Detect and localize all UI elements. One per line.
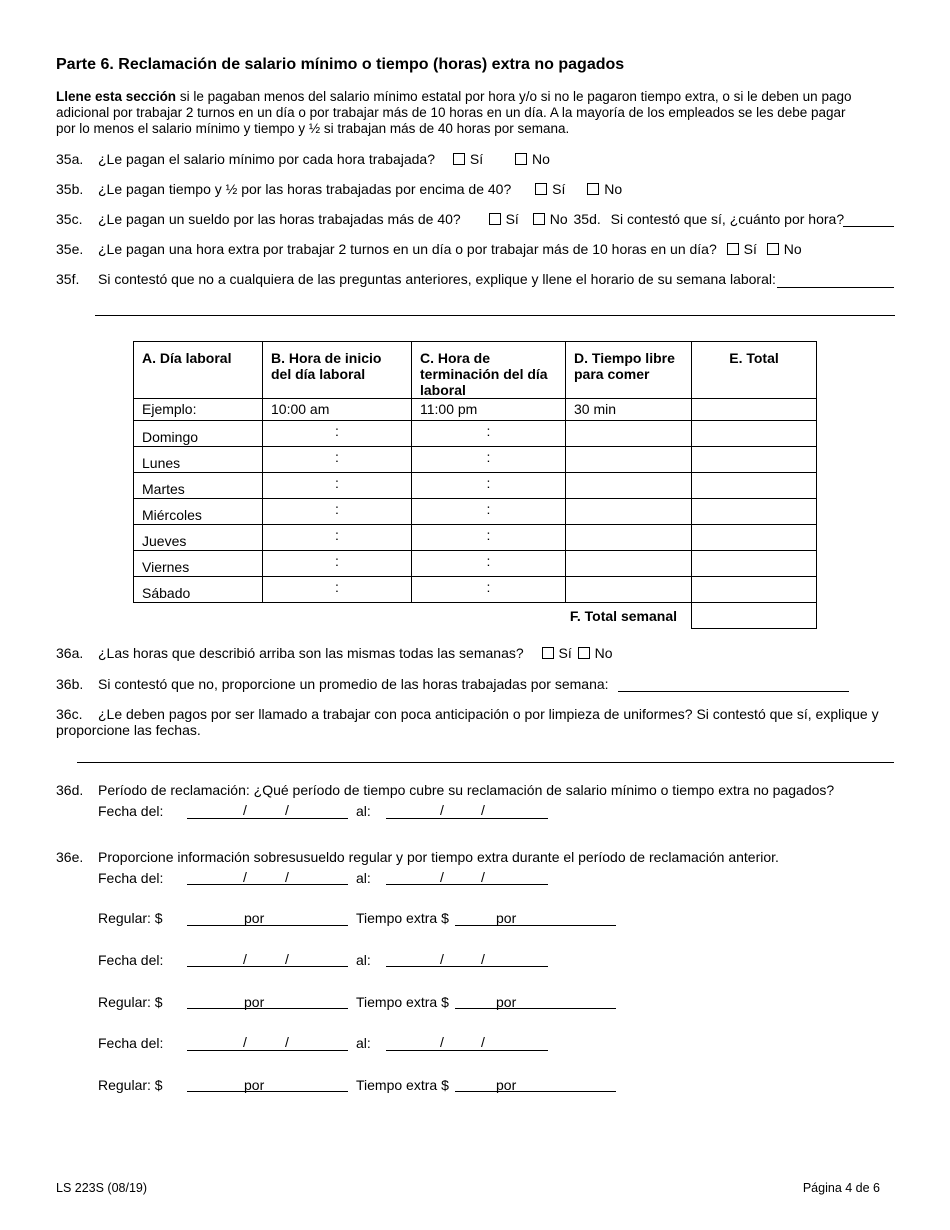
- regular-label: Regular: $: [98, 910, 163, 926]
- end-time-cell[interactable]: :: [412, 577, 566, 603]
- question-36c: [56, 706, 896, 738]
- break-cell[interactable]: [566, 473, 692, 499]
- period-3-overtime-field[interactable]: [455, 1091, 616, 1092]
- no-label: No: [783, 241, 802, 257]
- yes-label: Sí: [505, 211, 519, 227]
- period-3-to-label: al:: [356, 1035, 371, 1051]
- period-2-from-field[interactable]: [187, 966, 348, 967]
- period-1-regular-field[interactable]: [187, 925, 348, 926]
- period-1-overtime-field[interactable]: [455, 925, 616, 926]
- date-slash: /: [440, 869, 444, 885]
- question-text: Período de reclamación: ¿Qué período de tiempo cubre su reclamación de salario mínimo o tiempo extra no pagados?: [98, 782, 835, 798]
- form-id: LS 223S (08/19): [56, 1181, 148, 1195]
- start-time-cell[interactable]: :: [263, 551, 412, 577]
- no-label: No: [549, 211, 568, 227]
- example-label: Ejemplo:: [134, 399, 263, 421]
- section-title: Parte 6. Reclamación de salario mínimo o tiempo (horas) extra no pagados: [56, 56, 625, 73]
- yes-label: Sí: [552, 181, 566, 197]
- day-label: Miércoles: [134, 499, 263, 525]
- intro-bold: Llene esta sección: [56, 89, 177, 104]
- question-35b: [56, 181, 622, 197]
- period-1-from-label: Fecha del:: [98, 870, 164, 886]
- yes-checkbox[interactable]: [489, 213, 501, 225]
- no-checkbox[interactable]: [515, 153, 527, 165]
- no-checkbox[interactable]: [587, 183, 599, 195]
- header-meal-break: D. Tiempo libre para comer: [566, 342, 692, 399]
- explain-field[interactable]: [777, 287, 894, 288]
- intro-text: si le pagaban menos del salario mínimo estatal por hora y/o si no le pagaron tiempo extra, o si le deben un pago adicional por trabajar 2 turnos en un día o por trabajar más de 10 horas en un día. A la mayoría de los empleados se les debe pagar por lo menos el salario mínimo y tiempo y ½ si trabajan más de 40 horas por semana.: [56, 89, 852, 136]
- question-35d-text: Si contestó que sí, ¿cuánto por hora?: [610, 211, 845, 227]
- total-cell[interactable]: [692, 525, 817, 551]
- date-slash: /: [285, 802, 289, 818]
- period-1-from-field[interactable]: [187, 884, 348, 885]
- header-total: E. Total: [692, 342, 817, 399]
- question-text: ¿Le deben pagos por ser llamado a trabajar con poca anticipación o por limpieza de uniformes? Si contestó que sí, explique y proporcione las fechas.: [56, 706, 879, 738]
- total-cell[interactable]: [692, 551, 817, 577]
- start-time-cell[interactable]: :: [263, 499, 412, 525]
- start-time-cell[interactable]: :: [263, 577, 412, 603]
- question-number: 35a.: [56, 151, 84, 167]
- example-end: 11:00 pm: [412, 399, 566, 421]
- question-number: 35f.: [56, 271, 80, 287]
- claim-from-label: Fecha del:: [98, 803, 164, 819]
- explain-dates-field[interactable]: [77, 762, 894, 763]
- start-time-cell[interactable]: :: [263, 447, 412, 473]
- end-time-cell[interactable]: :: [412, 421, 566, 447]
- explain-field-line-2[interactable]: [95, 315, 895, 316]
- break-cell[interactable]: [566, 525, 692, 551]
- period-1-to-label: al:: [356, 870, 371, 886]
- date-slash: /: [243, 951, 247, 967]
- question-text: ¿Las horas que describió arriba son las mismas todas las semanas?: [98, 645, 524, 661]
- question-number: 35e.: [56, 241, 84, 257]
- question-number: 36d.: [56, 782, 84, 798]
- period-3-to-field[interactable]: [386, 1050, 548, 1051]
- period-3-from-field[interactable]: [187, 1050, 348, 1051]
- date-slash: /: [481, 951, 485, 967]
- weekly-total-label: F. Total semanal: [569, 607, 677, 624]
- question-36b: [56, 676, 609, 692]
- example-break: 30 min: [566, 399, 692, 421]
- day-label: Martes: [134, 473, 263, 499]
- no-checkbox[interactable]: [578, 647, 590, 659]
- per-label: por: [244, 1077, 265, 1093]
- break-cell[interactable]: [566, 499, 692, 525]
- table-row: [134, 551, 817, 577]
- break-cell[interactable]: [566, 421, 692, 447]
- question-text: Si contestó que no, proporcione un promedio de las horas trabajadas por semana:: [98, 676, 609, 692]
- question-number: 35b.: [56, 181, 84, 197]
- date-slash: /: [285, 869, 289, 885]
- question-text: ¿Le pagan tiempo y ½ por las horas trabajadas por encima de 40?: [98, 181, 512, 197]
- example-total: [692, 399, 817, 421]
- date-slash: /: [481, 869, 485, 885]
- table-row: [134, 447, 817, 473]
- question-text: Proporcione información sobresusueldo regular y por tiempo extra durante el período de reclamación anterior.: [98, 849, 779, 865]
- yes-checkbox[interactable]: [727, 243, 739, 255]
- end-time-cell[interactable]: :: [412, 525, 566, 551]
- table-row: [134, 525, 817, 551]
- period-2-overtime-field[interactable]: [455, 1008, 616, 1009]
- start-time-cell[interactable]: :: [263, 421, 412, 447]
- table-row: [134, 421, 817, 447]
- average-hours-field[interactable]: [618, 691, 849, 692]
- break-cell[interactable]: [566, 577, 692, 603]
- question-text: ¿Le pagan un sueldo por las horas trabajadas más de 40?: [98, 211, 461, 227]
- question-36d: [56, 782, 834, 798]
- date-slash: /: [440, 802, 444, 818]
- no-checkbox[interactable]: [533, 213, 545, 225]
- section-intro: [56, 89, 856, 137]
- date-slash: /: [285, 951, 289, 967]
- yes-label: Sí: [743, 241, 757, 257]
- period-2-to-label: al:: [356, 952, 371, 968]
- question-text: ¿Le pagan una hora extra por trabajar 2 turnos en un día o por trabajar más de 10 horas en un día?: [98, 241, 717, 257]
- total-cell[interactable]: [692, 499, 817, 525]
- yes-label: Sí: [469, 151, 484, 167]
- question-35e: [56, 241, 802, 257]
- weekly-total-row: [134, 603, 817, 629]
- example-row: [134, 399, 817, 421]
- period-1-to-field[interactable]: [386, 884, 548, 885]
- header-end-time: C. Hora de terminación del día laboral: [412, 342, 566, 399]
- table-row: [134, 499, 817, 525]
- end-time-cell[interactable]: :: [412, 447, 566, 473]
- regular-label: Regular: $: [98, 994, 163, 1010]
- per-label: por: [496, 1077, 517, 1093]
- end-time-cell[interactable]: :: [412, 499, 566, 525]
- question-35f: [56, 271, 776, 287]
- total-cell[interactable]: [692, 473, 817, 499]
- per-label: por: [244, 910, 265, 926]
- question-35c: [56, 211, 844, 227]
- period-2-to-field[interactable]: [386, 966, 548, 967]
- claim-to-date-field[interactable]: [386, 818, 548, 819]
- page-number: Página 4 de 6: [802, 1181, 880, 1195]
- day-label: Viernes: [134, 551, 263, 577]
- overtime-label: Tiempo extra $: [356, 1077, 449, 1093]
- per-label: por: [496, 994, 517, 1010]
- per-label: por: [244, 994, 265, 1010]
- no-label: No: [594, 645, 613, 661]
- question-number: 36c.: [56, 706, 83, 722]
- break-cell[interactable]: [566, 551, 692, 577]
- date-slash: /: [481, 1034, 485, 1050]
- no-label: No: [604, 181, 623, 197]
- question-text: Si contestó que no a cualquiera de las preguntas anteriores, explique y llene el horario de su semana laboral:: [98, 271, 776, 287]
- question-text: ¿Le pagan el salario mínimo por cada hora trabajada?: [98, 151, 435, 167]
- example-start: 10:00 am: [263, 399, 412, 421]
- end-time-cell[interactable]: :: [412, 551, 566, 577]
- question-number: 36a.: [56, 645, 84, 661]
- total-cell[interactable]: [692, 577, 817, 603]
- yes-label: Sí: [558, 645, 572, 661]
- total-cell[interactable]: [692, 447, 817, 473]
- no-label: No: [532, 151, 550, 167]
- weekly-total-cell[interactable]: [692, 603, 817, 629]
- no-checkbox[interactable]: [767, 243, 779, 255]
- date-slash: /: [481, 802, 485, 818]
- day-label: Jueves: [134, 525, 263, 551]
- date-slash: /: [440, 1034, 444, 1050]
- period-2-regular-field[interactable]: [187, 1008, 348, 1009]
- overtime-label: Tiempo extra $: [356, 910, 449, 926]
- header-day: A. Día laboral: [134, 342, 263, 399]
- day-label: Sábado: [134, 577, 263, 603]
- date-slash: /: [243, 802, 247, 818]
- question-number: 35c.: [56, 211, 83, 227]
- break-cell[interactable]: [566, 447, 692, 473]
- question-36e: [56, 849, 779, 865]
- period-3-regular-field[interactable]: [187, 1091, 348, 1092]
- table-row: [134, 473, 817, 499]
- table-row: [134, 577, 817, 603]
- claim-from-date-field[interactable]: [187, 818, 348, 819]
- day-label: Domingo: [134, 421, 263, 447]
- overtime-label: Tiempo extra $: [356, 994, 449, 1010]
- date-slash: /: [243, 1034, 247, 1050]
- hourly-rate-field[interactable]: [843, 226, 894, 227]
- yes-checkbox[interactable]: [542, 647, 554, 659]
- question-number: 36e.: [56, 849, 84, 865]
- total-cell[interactable]: [692, 421, 817, 447]
- date-slash: /: [243, 869, 247, 885]
- question-35a: [56, 151, 550, 167]
- yes-checkbox[interactable]: [453, 153, 465, 165]
- start-time-cell[interactable]: :: [263, 525, 412, 551]
- yes-checkbox[interactable]: [535, 183, 547, 195]
- claim-to-label: al:: [356, 803, 371, 819]
- date-slash: /: [440, 951, 444, 967]
- date-slash: /: [285, 1034, 289, 1050]
- end-time-cell[interactable]: :: [412, 473, 566, 499]
- question-36a: [56, 645, 613, 661]
- period-2-from-label: Fecha del:: [98, 952, 164, 968]
- per-label: por: [496, 910, 517, 926]
- table-header-row: [134, 342, 817, 399]
- question-number: 36b.: [56, 676, 84, 692]
- question-35d-number: 35d.: [573, 211, 601, 227]
- period-3-from-label: Fecha del:: [98, 1035, 164, 1051]
- day-label: Lunes: [134, 447, 263, 473]
- header-start-time: B. Hora de inicio del día laboral: [263, 342, 412, 399]
- regular-label: Regular: $: [98, 1077, 163, 1093]
- start-time-cell[interactable]: :: [263, 473, 412, 499]
- work-schedule-table: [133, 341, 817, 629]
